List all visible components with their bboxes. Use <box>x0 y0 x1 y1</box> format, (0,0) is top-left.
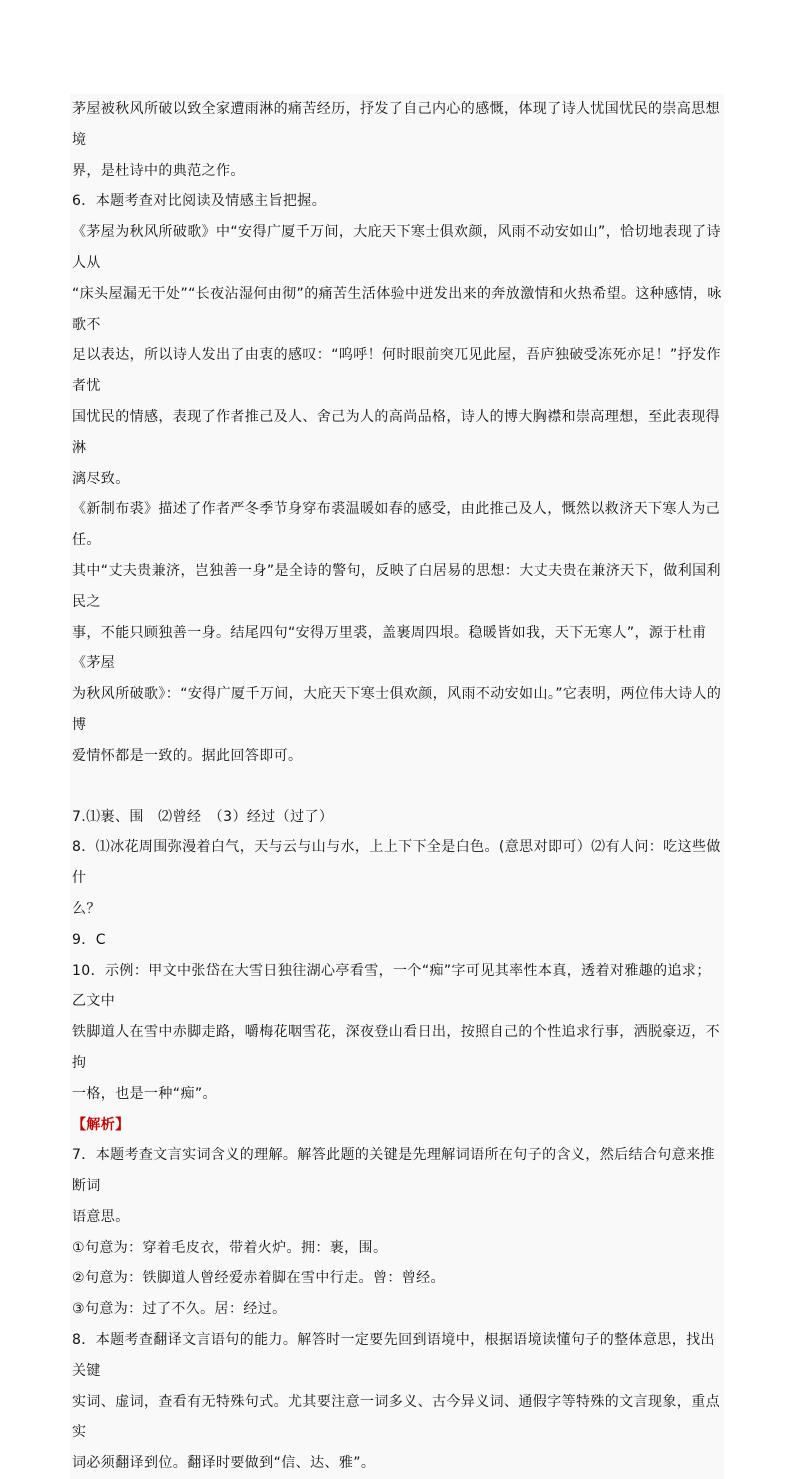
answer-q10: 10．示例：甲文中张岱在大雪日独往湖心亭看雪，一个“痴”字可见其率性本真，透着对雅趣的追求；乙文中 铁脚道人在雪中赤脚走路，嚼梅花咽雪花，深夜登山看日出，按照自己的个性追求行事，洒脱豪迈，不拘 一格，也是一种“痴”。 <box>72 962 720 1102</box>
answer-q8: 8．⑴冰花周围弥漫着白气，天与云与山与水，上上下下全是白色。(意思对即可）⑵有人问：吃这些做什 么？ <box>72 839 721 917</box>
blank-line <box>70 772 724 802</box>
analysis-q7-item-1: ①句意为：穿着毛皮衣，带着火炉。拥：裹，围。 <box>72 1239 388 1256</box>
paragraph-q6-heading: 6．本题考查对比阅读及情感主旨把握。 <box>72 193 327 210</box>
paragraph-poem-summary: 茅屋被秋风所破以致全家遭雨淋的痛苦经历，抒发了自己内心的感慨，体现了诗人忧国忧民的崇高思想境 界，是杜诗中的典范之作。 <box>72 101 720 179</box>
analysis-q7-item-2: ②句意为：铁脚道人曾经爱赤着脚在雪中行走。曾：曾经。 <box>72 1270 445 1287</box>
analysis-q7-item-3: ③句意为：过了不久。居：经过。 <box>72 1301 287 1318</box>
paragraph-q6-buqiu: 《新制布裘》描述了作者严冬季节身穿布裘温暖如春的感受，由此推己及人，慨然以救济天下寒人为己任。 其中“丈夫贵兼济，岂独善一身”是全诗的警句，反映了白居易的思想：大丈夫贵在兼济天下，做利国利民之 事，不能只顾独善一身。结尾四句“安得万里裘，盖裹周四垠。稳暖皆如我，天下无寒人”，源于杜甫《茅屋 为秋风所破歌》：“安得广厦千万间，大庇天下寒士俱欢颜，风雨不动安如山。”它表明，两位伟大诗人的博 爱情怀都是一致的。据此回答即可。 <box>72 501 722 764</box>
analysis-heading: 【解析】 <box>72 1116 130 1133</box>
analysis-q8: 8．本题考查翻译文言语句的能力。解答时一定要先回到语境中，根据语境读懂句子的整体意思，找出关键 实词、虚词，查看有无特殊句式。尤其要注意一词多义、古今异义词、通假字等特殊的文言现象，重点实 词必须翻译到位。翻译时要做到“信、达、雅”。 <box>72 1332 720 1472</box>
paragraph-q6-maowu: 《茅屋为秋风所破歌》中“安得广厦千万间，大庇天下寒士俱欢颜，风雨不动安如山”，恰切地表现了诗人从 “床头屋漏无干处”“长夜沾湿何由彻”的痛苦生活体验中迸发出来的奔放激情和火热希望。这种感情，咏歌不 足以表达，所以诗人发出了由衷的感叹：“呜呼！何时眼前突兀见此屋，吾庐独破受冻死亦足！”抒发作者忧 国忧民的情感，表现了作者推己及人、舍己为人的高尚品格，诗人的博大胸襟和崇高理想，至此表现得淋 漓尽致。 <box>72 224 722 487</box>
answer-q9: 9．C <box>72 931 106 948</box>
document-body <box>70 94 724 1479</box>
answer-q7: 7.⑴裹、围 ⑵曾经 （3）经过（过了） <box>72 808 334 825</box>
analysis-q7: 7．本题考查文言实词含义的理解。解答此题的关键是先理解词语所在句子的含义，然后结合句意来推断词 语意思。 <box>72 1147 715 1225</box>
